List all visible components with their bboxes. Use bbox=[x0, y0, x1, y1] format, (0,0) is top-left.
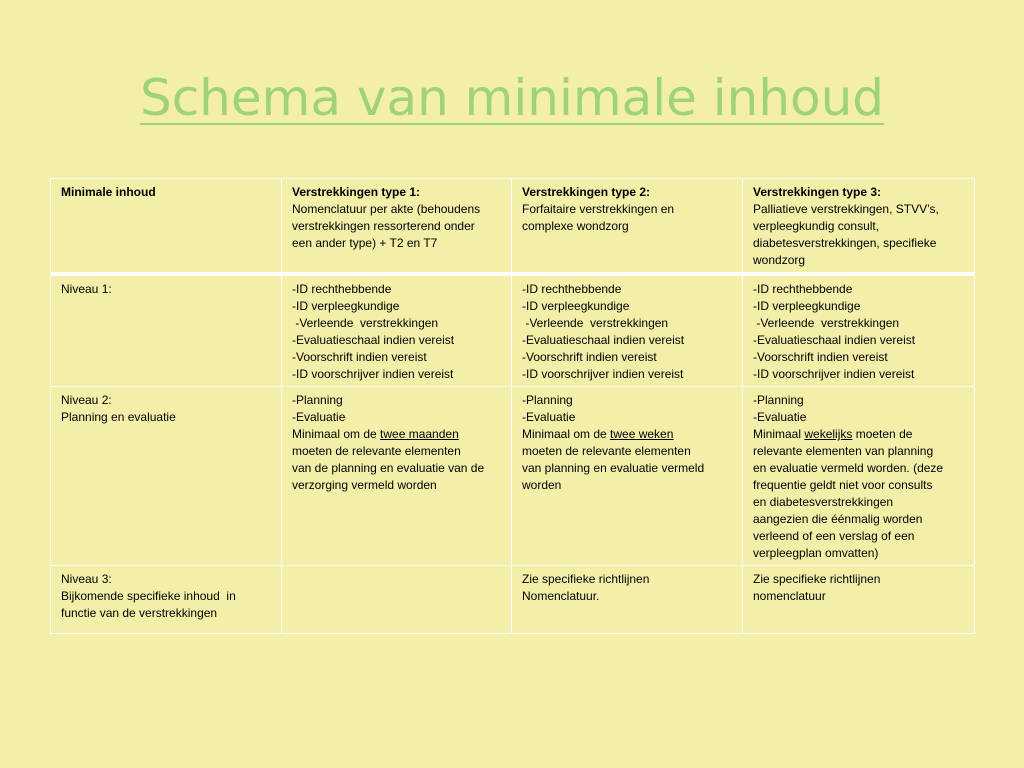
list-item: -ID verpleegkundige bbox=[753, 299, 861, 313]
row-label-cell bbox=[51, 274, 282, 387]
text-line: verzorging vermeld worden bbox=[292, 478, 437, 492]
list-item: -Planning bbox=[522, 393, 573, 407]
text-line: verpleegplan omvatten) bbox=[753, 546, 879, 560]
header-desc-line: complexe wondzorg bbox=[522, 219, 629, 233]
header-desc-line: een ander type) + T2 en T7 bbox=[292, 236, 438, 250]
text-line: aangezien die éénmalig worden bbox=[753, 512, 923, 526]
text-line: van planning en evaluatie vermeld bbox=[522, 461, 705, 475]
list-item: -ID rechthebbende bbox=[292, 282, 392, 296]
row-label: functie van de verstrekkingen bbox=[61, 606, 218, 620]
header-desc-line: Nomenclatuur per akte (behoudens bbox=[292, 202, 481, 216]
frequency-line bbox=[522, 426, 736, 443]
list-item: -Evaluatie bbox=[522, 410, 576, 424]
header-label: Minimale inhoud bbox=[61, 185, 156, 199]
table-row-niveau-2 bbox=[51, 387, 975, 566]
list-item: -Verleende verstrekkingen bbox=[292, 316, 439, 330]
list-item: -ID verpleegkundige bbox=[522, 299, 630, 313]
niveau-3-type-1-cell bbox=[282, 566, 512, 634]
text-line: van de planning en evaluatie van de bbox=[292, 461, 485, 475]
row-label: Bijkomende specifieke inhoud in bbox=[61, 589, 236, 603]
text-line: verleend of een verslag of een bbox=[753, 529, 915, 543]
list-item: -Voorschrift indien vereist bbox=[522, 350, 657, 364]
niveau-3-type-2-cell bbox=[512, 566, 743, 634]
list-item: -ID voorschrijver indien vereist bbox=[522, 367, 684, 381]
header-title: Verstrekkingen type 2: bbox=[522, 185, 651, 199]
row-label: Niveau 3: bbox=[61, 572, 112, 586]
niveau-2-type-1-cell bbox=[282, 387, 512, 566]
frequency-line bbox=[292, 426, 505, 443]
header-desc-line: verpleegkundig consult, bbox=[753, 219, 880, 233]
niveau-3-type-3-cell bbox=[743, 566, 975, 634]
text-line: relevante elementen van planning bbox=[753, 444, 934, 458]
frequency-emphasis: twee maanden bbox=[380, 427, 459, 441]
frequency-suffix: moeten de bbox=[852, 427, 913, 441]
list-item: -ID rechthebbende bbox=[522, 282, 622, 296]
list-item: -ID voorschrijver indien vereist bbox=[292, 367, 454, 381]
slide-title bbox=[0, 60, 1024, 136]
niveau-1-type-3-cell bbox=[743, 274, 975, 387]
header-cell-minimale-inhoud bbox=[51, 179, 282, 275]
header-desc-line: wondzorg bbox=[753, 253, 806, 267]
slide-title-text: Schema van minimale inhoud bbox=[139, 69, 885, 127]
list-item: -Voorschrift indien vereist bbox=[753, 350, 888, 364]
list-item: -Evaluatieschaal indien vereist bbox=[753, 333, 916, 347]
row-label-cell bbox=[51, 566, 282, 634]
header-cell-type-2 bbox=[512, 179, 743, 275]
list-item: -Voorschrift indien vereist bbox=[292, 350, 427, 364]
row-label: Niveau 1: bbox=[61, 282, 112, 296]
text-line: en diabetesverstrekkingen bbox=[753, 495, 894, 509]
table-row-niveau-1 bbox=[51, 274, 975, 387]
frequency-emphasis: wekelijks bbox=[804, 427, 853, 441]
frequency-prefix: Minimaal bbox=[753, 427, 805, 441]
list-item: -Verleende verstrekkingen bbox=[753, 316, 900, 330]
list-item: -Planning bbox=[292, 393, 343, 407]
frequency-line bbox=[753, 426, 968, 443]
niveau-1-type-1-cell bbox=[282, 274, 512, 387]
text-line: worden bbox=[522, 478, 562, 492]
niveau-2-type-3-cell bbox=[743, 387, 975, 566]
list-item: -Verleende verstrekkingen bbox=[522, 316, 669, 330]
header-desc-line: Forfaitaire verstrekkingen en bbox=[522, 202, 675, 216]
content-table bbox=[50, 178, 975, 634]
text-line: en evaluatie vermeld worden. (deze bbox=[753, 461, 944, 475]
list-item: -ID rechthebbende bbox=[753, 282, 853, 296]
list-item: -ID voorschrijver indien vereist bbox=[753, 367, 915, 381]
row-label: Niveau 2: bbox=[61, 393, 112, 407]
list-item: -Planning bbox=[753, 393, 804, 407]
frequency-emphasis: twee weken bbox=[610, 427, 674, 441]
header-title: Verstrekkingen type 1: bbox=[292, 185, 421, 199]
header-title: Verstrekkingen type 3: bbox=[753, 185, 882, 199]
text-line: frequentie geldt niet voor consults bbox=[753, 478, 933, 492]
text-line: Zie specifieke richtlijnen bbox=[753, 572, 881, 586]
text-line: Zie specifieke richtlijnen bbox=[522, 572, 650, 586]
list-item: -Evaluatieschaal indien vereist bbox=[292, 333, 455, 347]
text-line: moeten de relevante elementen bbox=[292, 444, 461, 458]
text-line: nomenclatuur bbox=[753, 589, 826, 603]
header-desc-line: diabetesverstrekkingen, specifieke bbox=[753, 236, 937, 250]
niveau-2-type-2-cell bbox=[512, 387, 743, 566]
list-item: -Evaluatie bbox=[292, 410, 346, 424]
row-label-cell bbox=[51, 387, 282, 566]
table-row-niveau-3 bbox=[51, 566, 975, 634]
list-item: -ID verpleegkundige bbox=[292, 299, 400, 313]
text-line: Nomenclatuur. bbox=[522, 589, 600, 603]
header-desc-line: verstrekkingen ressorterend onder bbox=[292, 219, 475, 233]
frequency-prefix: Minimaal om de bbox=[522, 427, 611, 441]
list-item: -Evaluatieschaal indien vereist bbox=[522, 333, 685, 347]
table-header-row bbox=[51, 179, 975, 275]
frequency-prefix: Minimaal om de bbox=[292, 427, 381, 441]
list-item: -Evaluatie bbox=[753, 410, 807, 424]
header-cell-type-3 bbox=[743, 179, 975, 275]
niveau-1-type-2-cell bbox=[512, 274, 743, 387]
header-desc-line: Palliatieve verstrekkingen, STVV’s, bbox=[753, 202, 939, 216]
text-line: moeten de relevante elementen bbox=[522, 444, 691, 458]
row-label: Planning en evaluatie bbox=[61, 410, 176, 424]
header-cell-type-1 bbox=[282, 179, 512, 275]
